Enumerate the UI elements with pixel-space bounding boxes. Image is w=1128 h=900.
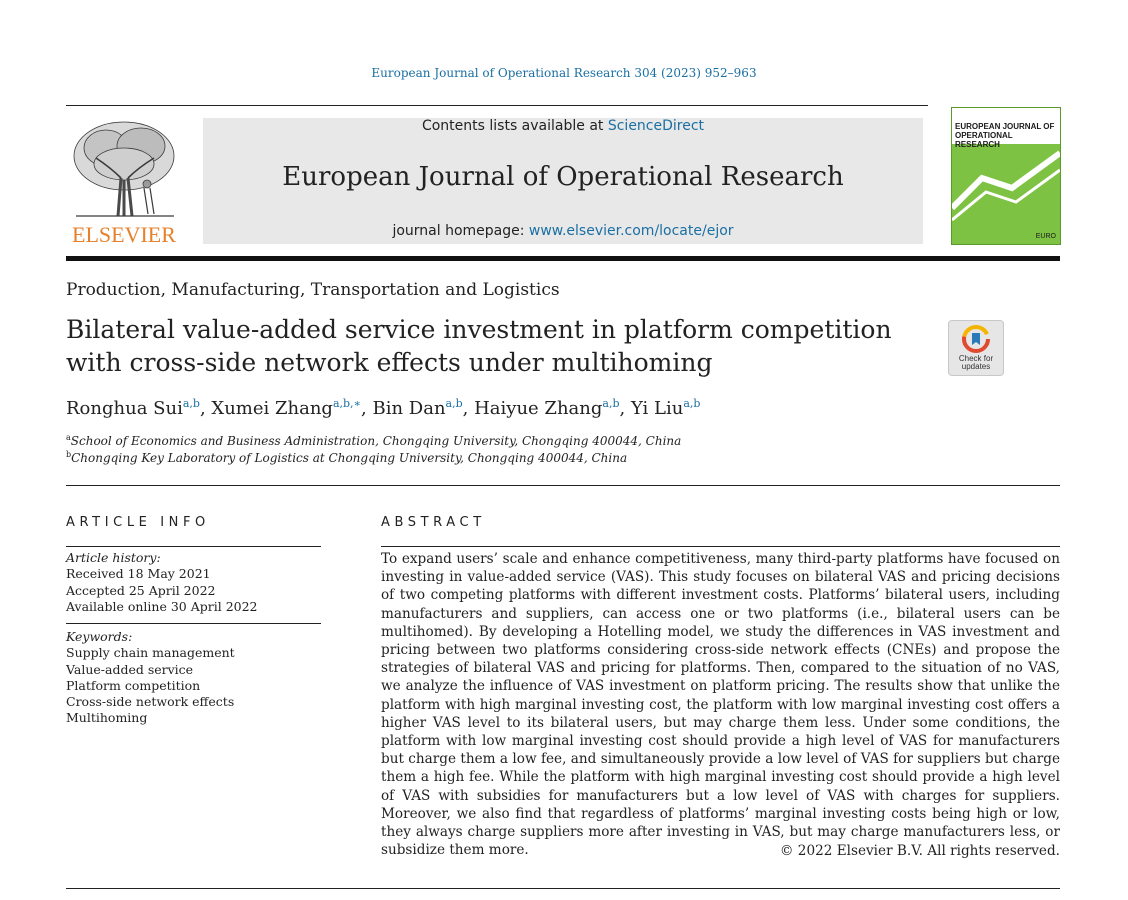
author-1[interactable]: Ronghua Sui$^{a,b}$ [66,397,200,419]
affiliation-b: $^b$Chongqing Key Laboratory of Logistics at Chongqing University, Chongqing 400044, China [66,450,628,465]
article-title: Bilateral value-added service investment in platform competition with cross-side network effects under multihoming [66,315,892,377]
check-for-updates-icon [962,325,990,353]
journal-name: European Journal of Operational Research [282,162,844,192]
homepage-prefix: journal homepage: [392,223,529,239]
history-accepted: Accepted 25 April 2022 [66,582,216,598]
journal-cover-thumbnail[interactable] [951,107,1061,245]
cover-euro-badge: EURO [1035,233,1056,240]
keyword-item: Multihoming [66,710,148,726]
keywords-rule [66,623,321,624]
abstract-rule [381,546,1060,547]
keyword-item: Platform competition [66,677,201,693]
cover-title: EUROPEAN JOURNAL OF OPERATIONAL RESEARCH [955,122,1055,149]
keyword-item: Supply chain management [66,645,235,661]
article-history [66,550,258,615]
article-info-rule [66,546,321,547]
author-5[interactable]: Yi Liu$^{a,b}$ [630,397,701,419]
journal-citation-link[interactable]: European Journal of Operational Research 304 (2023) 952–963 [371,66,757,80]
keyword-item: Cross-side network effects [66,694,235,710]
author-list: Ronghua Sui$^{a,b}$, Xumei Zhang$^{a,b,∗}$, Bin Dan$^{a,b}$, Haiyue Zhang$^{a,b}$, Yi Liu$^{a,b}$ [66,397,701,419]
check-for-updates-button[interactable] [948,320,1004,376]
contents-prefix: Contents lists available at [421,118,608,134]
history-online: Available online 30 April 2022 [66,598,258,614]
keywords-label: Keywords: [66,629,133,644]
contents-line [203,118,923,134]
sciencedirect-link[interactable]: ScienceDirect [607,118,705,134]
affiliation-a: $^a$School of Economics and Business Administration, Chongqing University, Chongqing 400044, China [66,433,682,448]
article-section: Production, Manufacturing, Transportation and Logistics [66,280,560,300]
author-2[interactable]: Xumei Zhang$^{a,b,∗}$ [211,397,362,419]
elsevier-wordmark: ELSEVIER [72,222,176,247]
copyright-notice: © 2022 Elsevier B.V. All rights reserved. [779,843,1060,859]
history-label: Article history: [66,550,161,565]
abstract-heading: ABSTRACT [381,515,486,530]
keyword-item: Value-added service [66,661,194,677]
homepage-line [203,223,923,239]
header-rule [66,105,928,106]
keywords-block [66,629,235,727]
article-info-heading: ARTICLE INFO [66,515,210,530]
journal-homepage-link[interactable]: www.elsevier.com/locate/ejor [528,223,734,239]
check-for-updates-label: Check for updates [958,354,994,371]
cover-stripes-icon [952,148,1060,228]
masthead-thick-rule [66,256,1060,261]
footer-rule [66,888,1060,889]
author-4[interactable]: Haiyue Zhang$^{a,b}$ [474,397,620,419]
author-3[interactable]: Bin Dan$^{a,b}$ [372,397,463,419]
abstract-text: To expand users’ scale and enhance competitiveness, many third-party platforms have focused on investing in value-added service (VAS). This study focuses on bilateral VAS and pricing decisions of two competing platforms with different investment costs. Platforms’ bilateral users, including manufacturers and suppliers, can access one or two platforms (i.e., bilateral users can be multihomed). By developing a Hotelling model, we study the differences in VAS investment and pricing between two platforms considering cross-side network effects (CNEs) and propose the strategies of bilateral VAS and pricing for platforms. Then, compared to the situation of no VAS, we analyze the influence of VAS investment on platform pricing. The results show that unlike the platform with high marginal investing cost, the platform with low marginal investing cost offers a higher VAS level to its bilateral users, but may charge them less. Under some conditions, the platform with low marginal investing cost should provide a high level of VAS for manufacturers but charge them a low fee, and simultaneously provide a low level of VAS for suppliers but charge them a high fee. While the platform with high marginal investing cost should provide a high level of VAS with subsidies for manufacturers but a low level of VAS with charges for suppliers. Moreover, we also find that regardless of platforms’ marginal investing costs being high or low, they always charge suppliers more after investing in VAS, but may charge manufacturers less, or subsidize them more. [381,551,1060,859]
history-received: Received 18 May 2021 [66,566,211,582]
header-divider [66,485,1060,486]
